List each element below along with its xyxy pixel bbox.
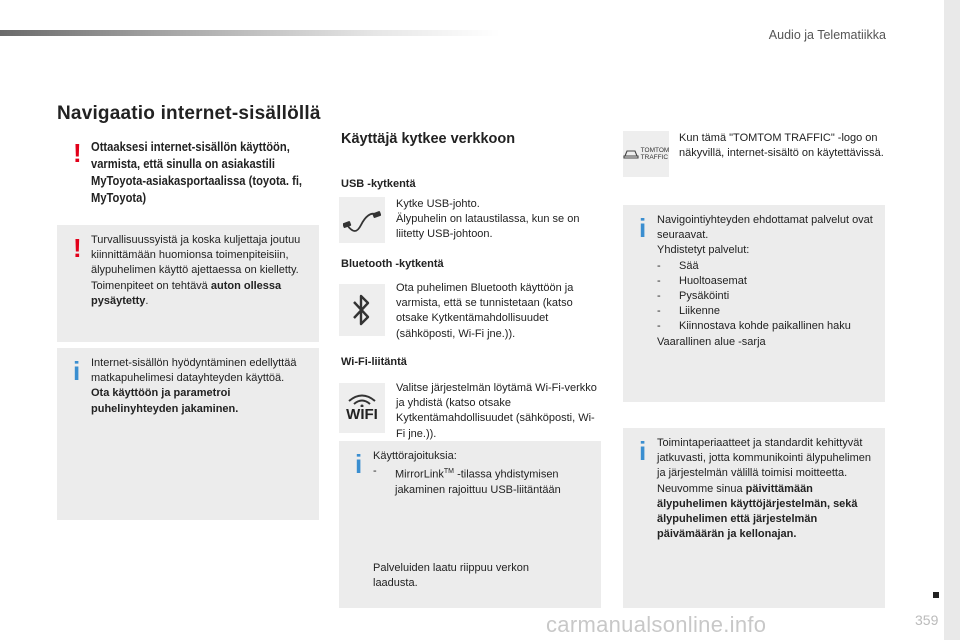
usb-label: USB -kytkentä <box>341 178 416 190</box>
exclamation-icon: ! <box>73 233 82 263</box>
usb-cable-icon <box>339 197 385 243</box>
warning-text: Ottaaksesi internet-sisällön käyttöön, varmista, että sinulla on asiakastili MyToyota-asiakasportaalissa (toyota. fi, MyToyota) <box>91 139 303 205</box>
page-title: Navigaatio internet-sisällöllä <box>57 103 321 124</box>
service-poi: Kiinnostava kohde paikallinen haku <box>679 320 851 333</box>
section-title: Audio ja Telematiikka <box>768 28 886 42</box>
limits-item-text <box>395 464 593 498</box>
services-intro: Navigointiyhteyden ehdottamat palvelut ovat seuraavat. <box>657 214 873 242</box>
tomtom-traffic-icon <box>623 131 669 177</box>
service-weather: Sää <box>679 259 699 272</box>
car-icon <box>623 148 639 160</box>
usb-text: Kytke USB-johto. Älypuhelin on lataustilassa, kun se on liitetty USB-johtoon. <box>396 198 580 241</box>
service-traffic: Liikenne <box>679 305 720 318</box>
bluetooth-text: Ota puhelimen Bluetooth käyttöön ja varmista, että se tunnistetaan (katso otsake Kytkentämahdollisuudet (sähköposti, Wi-Fi jne.)). <box>396 282 574 340</box>
list-item <box>657 274 879 289</box>
wifi-icon-text: WIFI <box>346 406 378 423</box>
warning-body-2: Toimenpiteet on tehtävä <box>91 279 211 292</box>
limits-item-rest: -tilassa yhdistymisen jakaminen rajoittuu USB-liitäntään <box>395 468 561 496</box>
list-item <box>657 304 879 319</box>
exclamation-icon: ! <box>73 138 82 168</box>
services-text <box>657 213 879 350</box>
list-item <box>657 289 879 304</box>
trademark: TM <box>443 468 455 475</box>
info-text <box>91 356 306 417</box>
warning-body: Turvallisuussyistä ja koska kuljettaja joutuu kiinnittämään huomionsa toimenpiteisiin, älypuhelimen käyttö ajettaessa on kielletty. <box>91 234 301 277</box>
bluetooth-icon <box>339 284 385 336</box>
list-dash: - <box>657 320 661 333</box>
list-dash: - <box>657 290 661 303</box>
page-edge-strip <box>944 0 960 640</box>
watermark: carmanualsonline.info <box>546 612 767 637</box>
warning-box-account <box>57 130 319 222</box>
header-gradient-bar <box>0 30 500 36</box>
list-dash: - <box>657 274 661 287</box>
services-footer: Vaarallinen alue -sarja <box>657 335 766 348</box>
info-bold: Ota käyttöön ja parametroi puhelinyhteyden jakaminen. <box>91 387 239 415</box>
info-body: Internet-sisällön hyödyntäminen edellyttää matkapuhelimesi datayhteyden käyttöä. <box>91 357 297 385</box>
tomtom-text: TOMTOM <box>640 147 670 154</box>
services-sub: Yhdistetyt palvelut: <box>657 244 750 257</box>
updates-bold: päivittämään älypuhelimen käyttöjärjestelmän, sekä älypuhelimen että järjestelmän päivämäärän ja kellonajan. <box>657 482 858 541</box>
list-item <box>657 319 879 334</box>
service-fuel: Huoltoasemat <box>679 274 747 287</box>
limits-item <box>373 464 593 498</box>
info-icon: i <box>639 436 647 466</box>
list-dash: - <box>657 305 661 318</box>
list-dash: - <box>657 259 661 272</box>
limits-title: Käyttörajoituksia: <box>373 450 457 462</box>
quality-text: Palveluiden laatu riippuu verkon laadusta. <box>373 562 529 590</box>
wifi-icon <box>339 383 385 433</box>
info-box-limits <box>339 441 601 608</box>
updates-text <box>657 436 877 542</box>
info-box-services <box>623 205 885 402</box>
list-dash: - <box>373 465 377 477</box>
section-heading: Käyttäjä kytkee verkkoon <box>341 131 516 147</box>
info-icon: i <box>355 449 363 479</box>
warning-end: . <box>145 294 149 307</box>
info-box-updates <box>623 428 885 608</box>
warning-box-safety <box>57 225 319 342</box>
service-parking: Pysäköinti <box>679 290 730 303</box>
page-dot <box>933 592 939 598</box>
wifi-text: Valitse järjestelmän löytämä Wi-Fi-verkko ja yhdistä (katso otsake Kytkentämahdollisuudet (sähköposti, Wi-Fi jne.)). <box>396 382 597 440</box>
list-item <box>657 259 879 274</box>
wifi-label: Wi-Fi-liitäntä <box>341 356 407 368</box>
mirrorlink-name: MirrorLink <box>395 468 444 481</box>
warning-text <box>91 233 306 309</box>
bluetooth-label: Bluetooth -kytkentä <box>341 258 444 270</box>
page-number: 359 <box>915 612 939 628</box>
updates-body: Toimintaperiaatteet ja standardit kehittyvät jatkuvasti, jotta kommunikointi älypuhelimen ja järjestelmän välillä toimisi moitteetta. Neuvomme sinua <box>657 437 871 495</box>
info-icon: i <box>73 356 81 386</box>
traffic-text: TRAFFIC <box>640 154 669 161</box>
tomtom-text-description: Kun tämä "TOMTOM TRAFFIC" -logo on näkyvillä, internet-sisältö on käytettävissä. <box>679 132 884 160</box>
warning-bold: auton ollessa pysäytetty <box>91 279 282 307</box>
info-box-data <box>57 348 319 520</box>
info-icon: i <box>639 213 647 243</box>
